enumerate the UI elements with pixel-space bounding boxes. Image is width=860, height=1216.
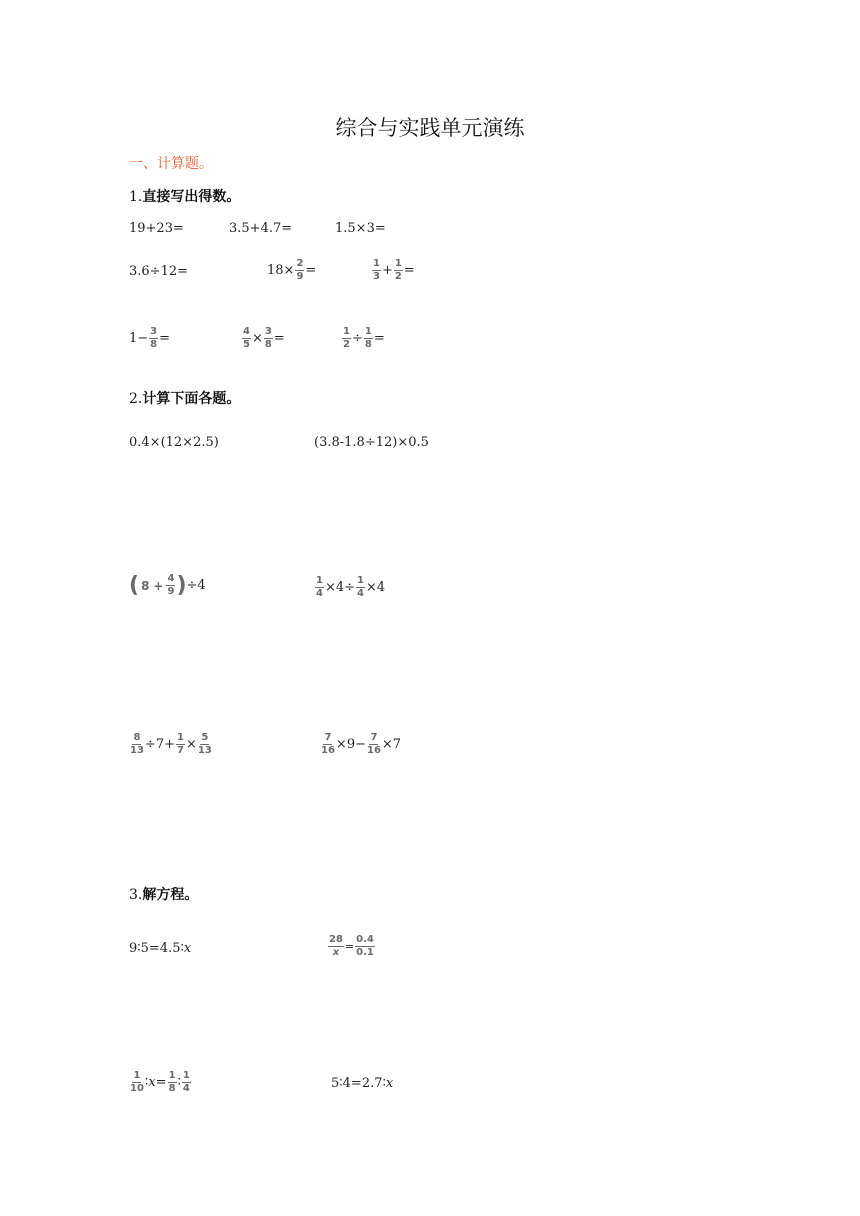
question-1-heading [129, 186, 240, 206]
numerator: 1 [182, 1070, 190, 1081]
expr-text: 1− [129, 331, 149, 346]
denominator: 8 [150, 339, 158, 350]
expr-text: = [373, 331, 385, 346]
expr-text: ×4 [366, 580, 386, 595]
numerator: 5 [201, 732, 209, 743]
denominator: 4 [316, 588, 323, 599]
denominator: 9 [167, 586, 175, 597]
fraction [130, 1071, 144, 1094]
numerator: 1 [176, 732, 184, 743]
q3-equation-4 [331, 1077, 393, 1090]
numerator: 1 [316, 575, 323, 586]
numerator: 1 [373, 258, 380, 269]
operator: × [185, 737, 197, 752]
expr-text: 9∶5=4.5∶ [129, 941, 184, 956]
ratio-colon: ∶ [177, 1075, 181, 1090]
page-title: 综合与实践单元演练 [335, 116, 525, 140]
question-3-heading [129, 884, 198, 904]
fraction [242, 327, 251, 350]
fraction [367, 733, 381, 756]
fraction [356, 576, 365, 599]
left-paren: ( [129, 572, 140, 598]
q1-expression-4: 3.6÷12= [129, 264, 189, 279]
fraction [130, 733, 144, 756]
expr-text: = [273, 331, 285, 346]
numerator: 1 [364, 326, 372, 337]
operator: × [251, 331, 263, 346]
question-2-heading [129, 388, 240, 408]
denominator: 5 [243, 339, 250, 350]
numerator: 4 [167, 573, 175, 584]
operator: + [381, 263, 393, 278]
denominator: 13 [197, 745, 212, 756]
variable-x: x [183, 941, 192, 956]
q2-expression-3 [129, 574, 206, 597]
numerator: 7 [324, 732, 332, 743]
q3-equation-3 [129, 1071, 192, 1094]
fraction [342, 327, 351, 350]
fraction [355, 935, 375, 958]
expr-text: 5∶4=2.7∶ [331, 1076, 386, 1091]
numerator: 0.4 [356, 934, 374, 945]
expr-text: 18× [267, 263, 295, 278]
numerator: 1 [133, 1070, 141, 1081]
q2-expression-1: 0.4×(12×2.5) [129, 435, 219, 450]
q1-expression-3: 1.5×3= [335, 221, 386, 236]
expr-text: ÷7+ [144, 737, 175, 752]
question-label: 直接写出得数。 [142, 189, 241, 205]
denominator: 2 [394, 271, 402, 282]
denominator: 9 [296, 271, 304, 282]
section-heading-calculation: 一、计算题。 [129, 156, 213, 172]
fraction [394, 259, 403, 282]
fraction [182, 1071, 191, 1094]
denominator: 4 [357, 588, 364, 599]
variable-x: x [148, 1075, 156, 1090]
expr-text: ÷4 [186, 578, 206, 593]
denominator: 0.1 [356, 947, 374, 958]
denominator: 8 [264, 339, 272, 350]
question-label: 解方程。 [142, 887, 199, 903]
right-paren: ) [176, 572, 187, 598]
fraction [198, 733, 212, 756]
fraction [315, 576, 324, 599]
q2-expression-4 [314, 576, 385, 599]
q3-equation-2 [327, 935, 376, 958]
denominator: 16 [321, 745, 335, 756]
fraction [166, 574, 175, 597]
variable-x: x [385, 1076, 394, 1091]
question-label: 计算下面各题。 [142, 391, 241, 407]
expr-text: = [305, 263, 317, 278]
expr-text: ×7 [381, 737, 402, 752]
numerator: 1 [394, 258, 402, 269]
denominator: 3 [373, 271, 380, 282]
denominator: 2 [343, 339, 350, 350]
numerator: 3 [150, 326, 158, 337]
q1-expression-2: 3.5+4.7= [229, 221, 293, 236]
fraction [364, 327, 373, 350]
denominator: 4 [182, 1083, 190, 1094]
numerator: 8 [133, 732, 141, 743]
denominator: 8 [168, 1083, 176, 1094]
q1-expression-6 [371, 259, 415, 282]
q2-expression-5 [129, 733, 213, 756]
fraction [328, 935, 344, 958]
fraction [321, 733, 335, 756]
q2-expression-2: (3.8-1.8÷12)×0.5 [314, 435, 429, 450]
denominator: 8 [364, 339, 372, 350]
denominator: x [332, 947, 340, 958]
numerator: 3 [264, 326, 272, 337]
denominator: 16 [366, 745, 381, 756]
q1-expression-7 [129, 327, 170, 350]
question-number: 3. [129, 887, 143, 903]
fraction [176, 733, 185, 756]
q1-expression-9 [341, 327, 385, 350]
question-number: 1. [129, 189, 143, 205]
q1-expression-1: 19+23= [129, 221, 184, 236]
fraction [372, 259, 381, 282]
equals-sign: = [344, 940, 355, 953]
numerator: 28 [329, 934, 343, 945]
operator: + [153, 578, 164, 593]
fraction [264, 327, 273, 350]
fraction [168, 1071, 177, 1094]
q3-equation-1 [129, 942, 191, 955]
q2-expression-6 [320, 733, 401, 756]
numerator: 1 [357, 575, 364, 586]
denominator: 10 [130, 1083, 144, 1094]
expr-text: = [403, 263, 415, 278]
question-number: 2. [129, 391, 143, 407]
numerator: 7 [370, 732, 378, 743]
equals-sign: = [155, 1075, 167, 1090]
numerator: 2 [296, 258, 304, 269]
denominator: 13 [130, 745, 144, 756]
expr-text: ×4÷ [324, 580, 356, 595]
numerator: 1 [168, 1070, 176, 1081]
numerator: 1 [343, 326, 350, 337]
expr-text: = [159, 331, 171, 346]
fraction [149, 327, 158, 350]
operator: ÷ [351, 331, 363, 346]
ratio-colon: ∶ [144, 1075, 149, 1090]
q1-expression-5 [267, 259, 316, 282]
numerator: 4 [243, 326, 250, 337]
q1-expression-8 [241, 327, 285, 350]
expr-number: 8 [141, 578, 150, 593]
fraction [295, 259, 304, 282]
denominator: 7 [176, 745, 184, 756]
expr-text: ×9− [335, 737, 366, 752]
